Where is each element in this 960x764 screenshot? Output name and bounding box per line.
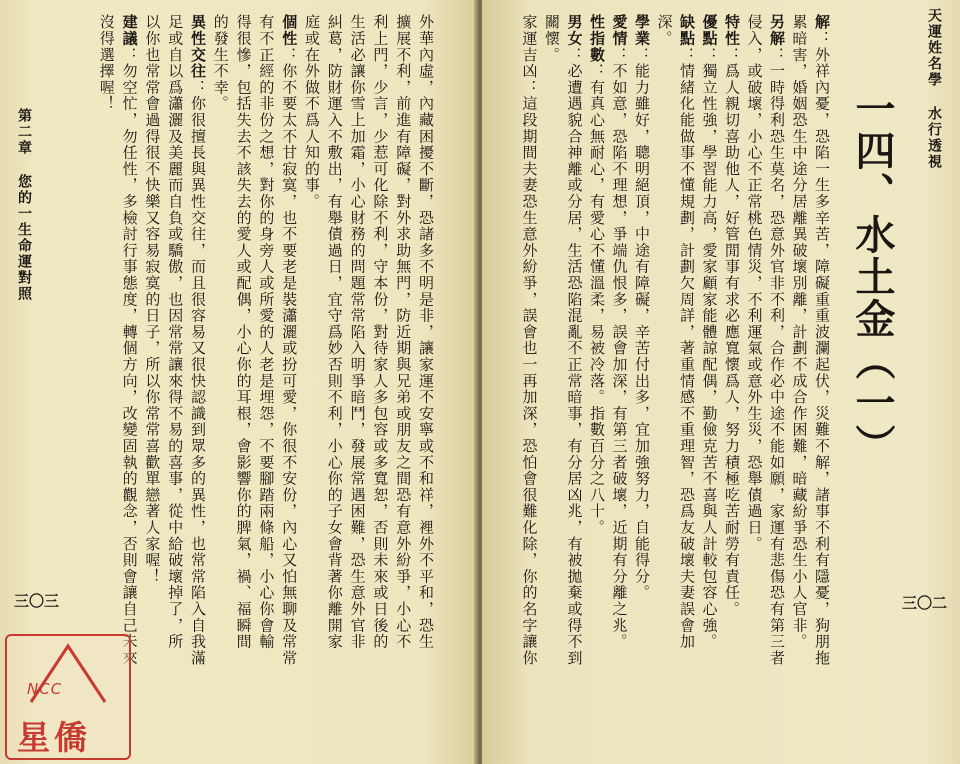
text-column [542,14,561,63]
body-text: ：不如意，恐陷不理想，爭端仇恨多，誤會加深，有第三者破壞，近期有分離之兆。 [610,46,629,650]
body-text: 侵入，或破壞，小心不正常桃色情災，不利運氣或意外生災，恐舉債過日。 [745,14,764,552]
text-column [302,14,321,210]
text-column [256,14,275,650]
label-keyword: 異性交往 [189,14,207,80]
running-head-right: 天運姓名學 水行透視 [926,8,942,170]
text-column [632,14,651,601]
body-text: ：獨立性強，學習能力高，愛家顧家能體諒配偶，勤儉克苦不喜與人計較包容心強。 [700,46,719,650]
text-column [348,14,367,650]
text-column [97,14,116,112]
text-column [520,14,539,666]
text-column [565,14,584,666]
label-keyword: 解 [813,14,831,31]
body-text: ：能力雖好，聰明絕頂，中途有障礙，辛苦付出多，宜加強努力，自能得分。 [633,46,651,601]
body-text: 家運吉凶：這段期間夫妻恐生意外紛爭，誤會也一再加深，恐怕會很難化除，你的名字讓你 [520,14,539,666]
ncc-seal-stamp [5,634,131,760]
text-column [610,14,629,650]
text-column [370,14,389,650]
text-column [120,14,139,666]
label-keyword: 特性 [723,14,741,47]
text-column [790,14,809,650]
body-text: 外華內虛，內藏困擾不斷，恐諸多不明是非，讓家運不安寧或不和祥，裡外不平和，恐生 [417,14,435,650]
body-text: ：一時得利恐生莫名，恐意外官非不利，合作必中途不能如願，家運有悲傷恐有第三者 [768,46,786,667]
body-text: 沒得選擇喔！ [97,14,116,112]
text-column [677,14,696,650]
text-column [325,14,344,650]
body-text: 得很慘，包括失去不該失去的愛人或配偶，小心你的耳根，會影響你的脾氣，禍、福瞬間 [234,14,253,650]
body-text: 糾葛，防財運入不敷出，有舉債過日，宜守爲妙否則不利，小心你的子女會背著你離開家 [325,14,344,650]
body-text: ：外祥內憂，恐陷一生多辛苦，障礙重重波瀾起伏，災難不解，諸事不利有隱憂，狗朋拖 [813,30,831,667]
right-page [482,0,960,764]
text-column [722,14,741,617]
text-column [655,14,674,47]
running-head-left: 第二章 您的一生命運對照 [16,108,32,302]
body-text: ：勿空忙，勿任性，多檢討行事態度，轉個方向，改變固執的觀念，否則會讓自己未來 [120,46,139,667]
page-number-right: 三〇二 [902,594,948,612]
stamp-chinese: 星僑 [17,718,91,757]
body-text: 關懷。 [543,14,561,63]
body-text: ：你不要太不甘寂寞，也不要老是裝瀟灑或扮可愛，你很不安份，內心又怕無聊及常常 [280,46,299,667]
label-keyword: 性指數 [588,14,606,63]
body-text: 有不正經的非份之想，對你的身旁人或所愛的人老是埋怨，不要腳踏兩條船，小心你會輸 [257,14,276,650]
body-text: 以你也常常會過得很不快樂又容易寂寞的日子，所以你常常喜歡單戀著人家喔！ [143,14,162,585]
body-text: ：有真心無耐心，有愛心不懂溫柔，易被冷落。指數百分之八十。 [588,62,606,536]
page-number-left: 三〇三 [14,592,60,610]
label-keyword: 個性 [280,14,299,47]
text-column [700,14,719,650]
body-text: ：你很擅長與異性交往，而且很容易又很快認識到眾多的異性，也常常陷入自我滿 [189,79,207,667]
label-keyword: 愛情 [610,14,629,47]
text-column [165,14,184,650]
text-column [393,14,412,650]
label-keyword: 優點 [700,14,719,47]
text-column [279,14,298,666]
body-text: 深。 [655,14,674,47]
text-column [767,14,786,666]
label-keyword: 男女 [565,14,584,47]
body-text: 生活必讓你雪上加霜，小心財務的問題常常陷入明爭暗鬥，發展常遇困難，恐生意外官非 [348,14,367,650]
section-title: 一四、水土金（一） [849,88,895,466]
text-column [812,14,831,666]
label-keyword: 學業 [633,14,651,47]
body-text: ：爲人親切喜助他人，好管閒事有求必應寬懷爲人，努力積極吃苦耐勞有責任。 [723,46,741,618]
body-text: 的發生不幸。 [211,14,230,112]
stamp-latin: NCC [27,680,63,698]
text-column [587,14,606,536]
body-text: 利上門，少言，少惹可化除不利，守本份，對待家人多包容或多寬恕，否則未來或日後的 [371,14,390,650]
body-text: 累暗害，婚姻恐生中途分居離異破壞別離，計劃不成合作困難，暗藏紛爭恐生小人官非。 [790,14,809,650]
body-text: ：情緒化能做事不懂規劃，計劃欠周詳，著重情感不重理智，恐爲友破壞夫妻誤會加 [678,46,696,650]
text-column [211,14,230,112]
body-text: 庭或在外做不爲人知的事。 [303,14,321,210]
text-column [188,14,207,666]
text-column [416,14,435,650]
label-keyword: 建議 [120,14,139,47]
text-column [745,14,764,552]
text-column [142,14,161,585]
label-keyword: 另解 [768,14,786,47]
label-keyword: 缺點 [678,14,696,47]
text-column [234,14,253,650]
body-text: 足或自以爲瀟灑及美麗而自負或驕傲，也因常常讓來得不易的喜事，從中給破壞掉了，所 [166,14,185,650]
body-text: ：必遭遇貌合神離或分居，生活恐陷混亂不正常暗事，有分居凶兆，有被拋棄或得不到 [565,46,584,667]
body-text: 擴展不利，前進有障礙，對外求助無門，防近期與兄弟或朋友之間恐有意外紛爭，小心不 [394,14,413,650]
